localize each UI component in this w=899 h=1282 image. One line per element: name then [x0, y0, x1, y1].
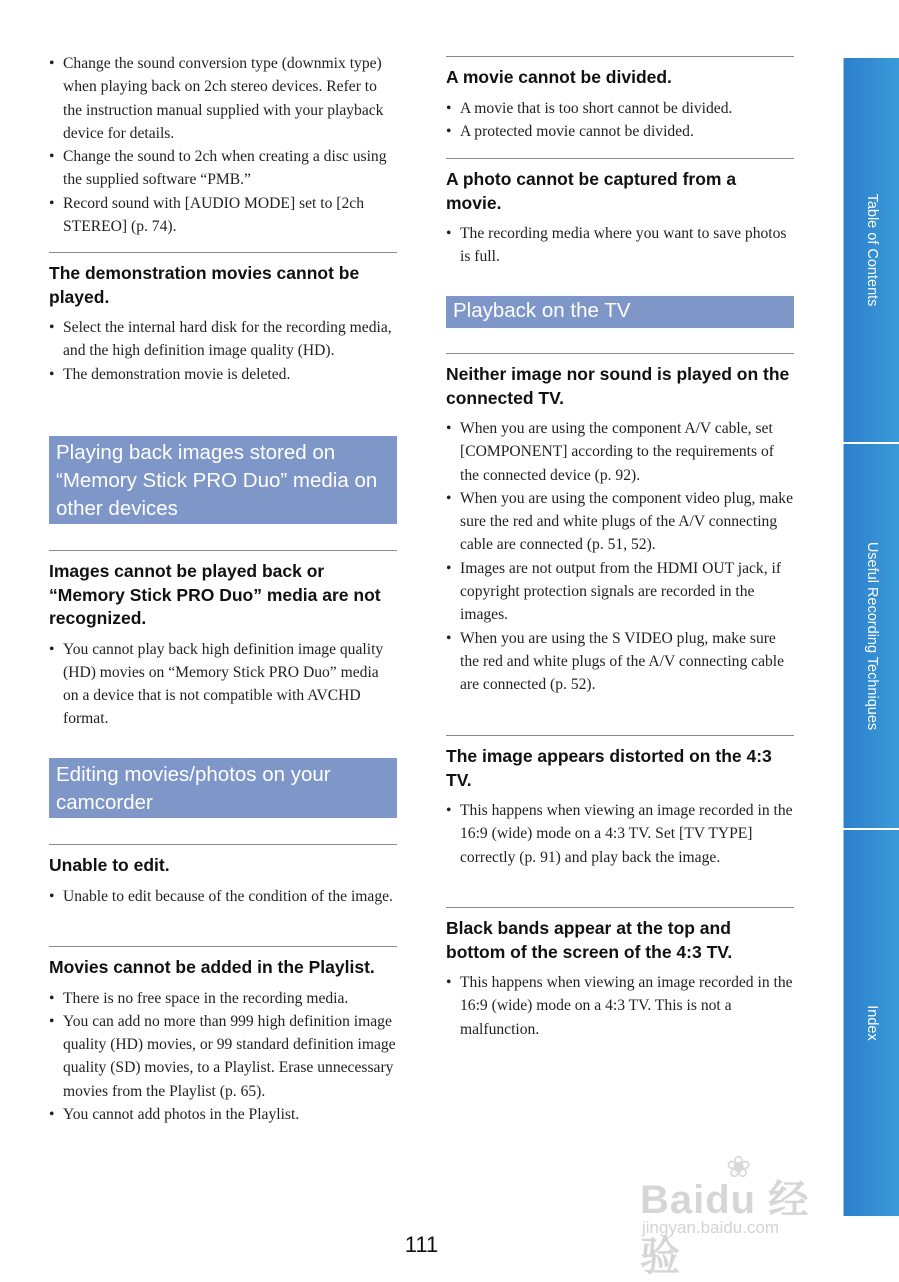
paw-icon: ❀ [726, 1151, 752, 1184]
distort-section [446, 735, 794, 869]
list-item: • You cannot play back high definition image quality (HD) movies on “Memory Stick PRO Duo” media on a device that is not compatible with AVCHD format. [49, 638, 397, 731]
distort-bullet-list [446, 799, 794, 869]
section-heading: Black bands appear at the top and bottom of the screen of the 4:3 TV. [446, 918, 733, 962]
tab-index[interactable] [843, 830, 899, 1216]
list-item: • Change the sound conversion type (downmix type) when playing back on 2ch stereo devices. Refer to the instruction manual supplied with your playback device for details. [49, 52, 397, 145]
divide-section [446, 56, 794, 143]
list-item: • A protected movie cannot be divided. [446, 120, 794, 143]
black-bands-section [446, 907, 794, 1041]
list-item: • Select the internal hard disk for the recording media, and the high definition image quality (HD). [49, 316, 397, 363]
capture-bullet-list [446, 222, 794, 269]
list-item: • You can add no more than 999 high definition image quality (HD) movies, or 99 standard definition image quality (SD) movies, to a Playlist. Erase unnecessary movies from the Playlist (p. 65). [49, 1010, 397, 1103]
tv-section [446, 353, 794, 697]
playlist-bullet-list [49, 987, 397, 1127]
list-item: • The demonstration movie is deleted. [49, 363, 397, 386]
section-heading: Unable to edit. [49, 855, 170, 875]
list-item: • A movie that is too short cannot be divided. [446, 97, 794, 120]
section-heading: Neither image nor sound is played on the connected TV. [446, 364, 790, 408]
section-band-editing: Editing movies/photos on your camcorder [49, 758, 397, 818]
memory-stick-section [49, 550, 397, 731]
section-heading: A photo cannot be captured from a movie. [446, 169, 737, 213]
tab-label: Index [863, 1005, 880, 1041]
list-item: • Change the sound to 2ch when creating a disc using the supplied software “PMB.” [49, 145, 397, 192]
list-item: • You cannot add photos in the Playlist. [49, 1103, 397, 1126]
list-item: • There is no free space in the recording media. [49, 987, 397, 1010]
edit-section [49, 844, 397, 908]
playlist-section [49, 946, 397, 1126]
intro-section [49, 52, 397, 238]
list-item: • When you are using the S VIDEO plug, make sure the red and white plugs of the A/V connecting cable are connected (p. 52). [446, 627, 794, 697]
section-band-playback-tv: Playback on the TV [446, 296, 794, 328]
section-band-memory-stick: Playing back images stored on “Memory Stick PRO Duo” media on other devices [49, 436, 397, 524]
demo-bullet-list [49, 316, 397, 386]
list-item: • Unable to edit because of the condition of the image. [49, 885, 397, 908]
list-item: • This happens when viewing an image recorded in the 16:9 (wide) mode on a 4:3 TV. Set [TV TYPE] correctly (p. 91) and play back the image. [446, 799, 794, 869]
watermark-logo: Baidu 经验 [640, 1178, 810, 1279]
page-number: 111 [404, 1232, 439, 1257]
tab-label: Table of Contents [863, 193, 880, 307]
tab-table-of-contents[interactable] [843, 58, 899, 442]
capture-section [446, 158, 794, 269]
tv-bullet-list [446, 417, 794, 697]
tab-useful-recording-techniques[interactable] [843, 444, 899, 828]
list-item: • This happens when viewing an image recorded in the 16:9 (wide) mode on a 4:3 TV. This is not a malfunction. [446, 971, 794, 1041]
list-item: • Images are not output from the HDMI OUT jack, if copyright protection signals are recorded in the images. [446, 557, 794, 627]
black-bands-bullet-list [446, 971, 794, 1041]
memory-stick-bullet-list [49, 638, 397, 731]
list-item: • When you are using the component video plug, make sure the red and white plugs of the A/V connecting cable are connected (p. 51, 52). [446, 487, 794, 557]
baidu-watermark [640, 1150, 840, 1279]
tab-label: Useful Recording Techniques [863, 541, 880, 731]
section-heading: A movie cannot be divided. [446, 67, 672, 87]
watermark-url: jingyan.baidu.com [642, 1218, 780, 1237]
list-item: • The recording media where you want to save photos is full. [446, 222, 794, 269]
list-item: • Record sound with [AUDIO MODE] set to [2ch STEREO] (p. 74). [49, 192, 397, 239]
list-item: • When you are using the component A/V cable, set [COMPONENT] according to the requirements of the connected device (p. 92). [446, 417, 794, 487]
divide-bullet-list [446, 97, 794, 144]
edit-bullet-list [49, 885, 397, 908]
section-heading: Movies cannot be added in the Playlist. [49, 957, 375, 977]
section-heading: The image appears distorted on the 4:3 TV. [446, 746, 772, 790]
demo-section [49, 252, 397, 386]
section-heading: The demonstration movies cannot be played. [49, 263, 360, 307]
intro-bullet-list [49, 52, 397, 238]
section-heading: Images cannot be played back or “Memory Stick PRO Duo” media are not recognized. [49, 561, 381, 628]
